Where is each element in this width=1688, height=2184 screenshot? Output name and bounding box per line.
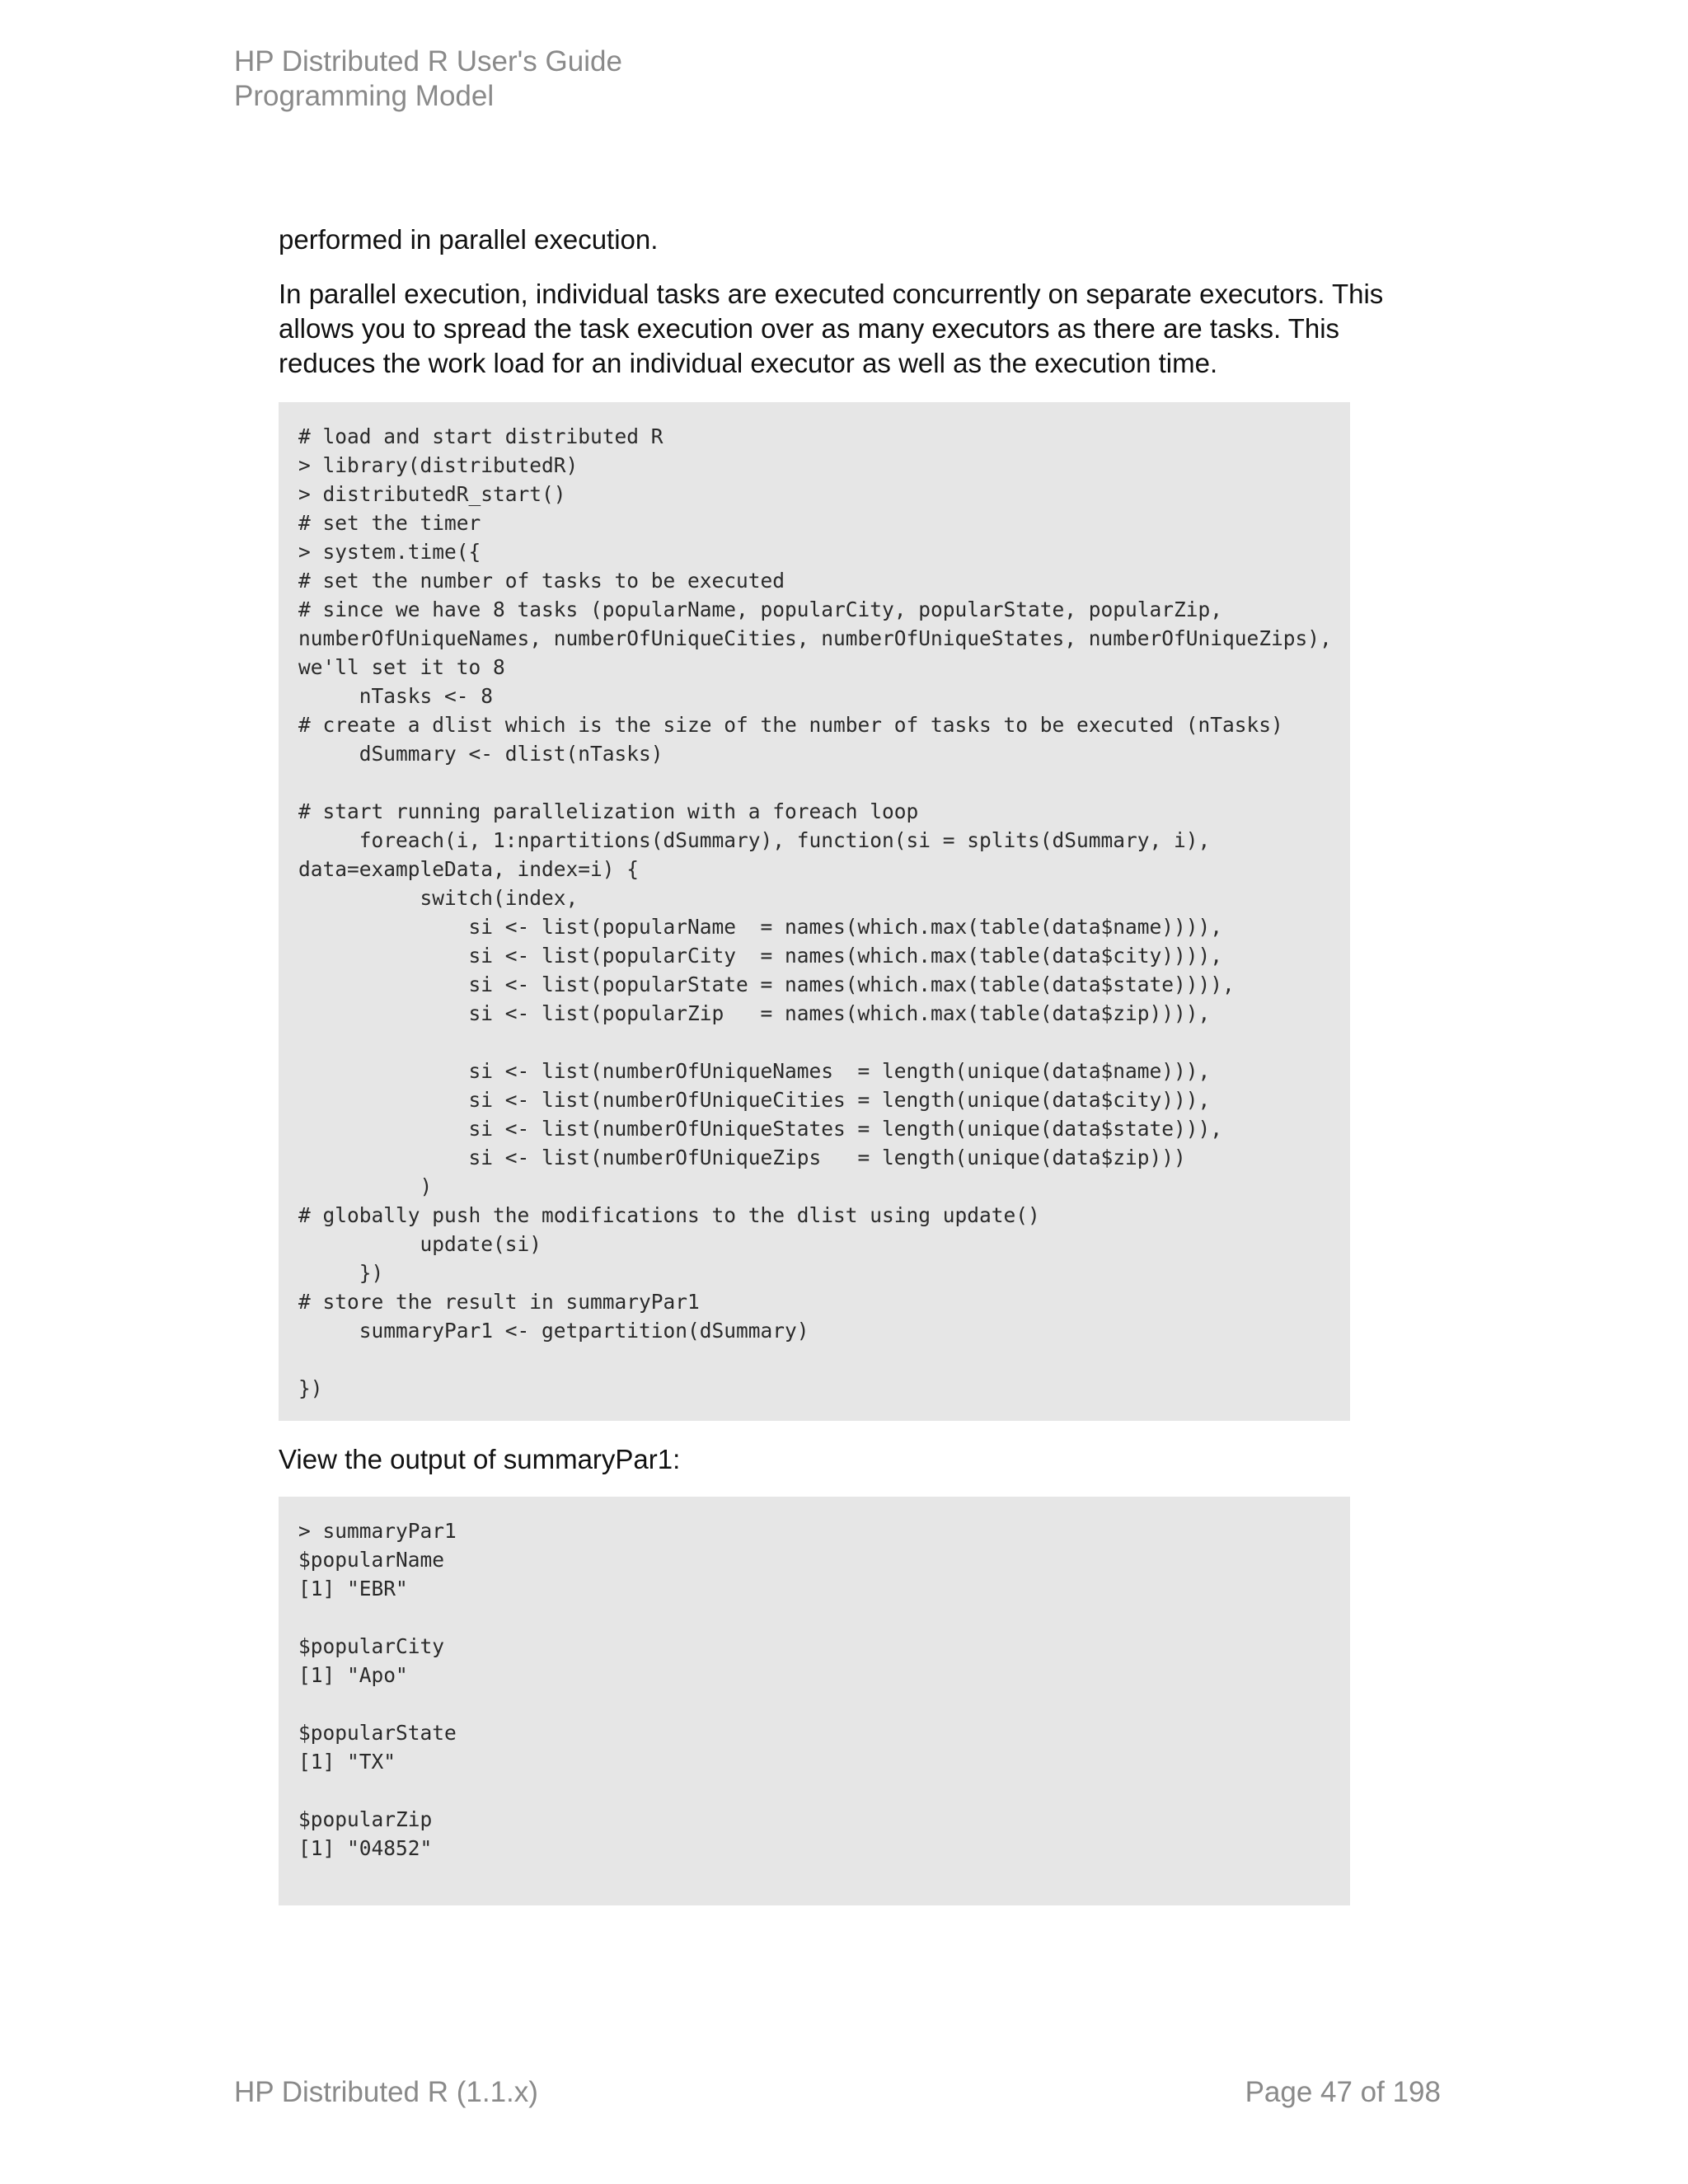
guide-title: HP Distributed R User's Guide (234, 45, 622, 77)
paragraph-continuation: performed in parallel execution. (279, 224, 659, 255)
paragraph-parallel-execution: In parallel execution, individual tasks are executed concurrently on separate executors. This allows you to spread the task execution over as many executors as there are tasks. This reduces the work load for an individual executor as well as the execution time. (279, 279, 1384, 378)
footer-page-number: Page 47 of 198 (1245, 2076, 1441, 2108)
main-content (279, 223, 1432, 1905)
section-title: Programming Model (234, 80, 495, 112)
code-block-parallel-example: # load and start distributed R > library(distributedR) > distributedR_start() # set the timer > system.time({ # set the number of tasks to be executed # since we have 8 tasks (popularName, popularCity, popularState, popularZip, numberOfUniqueNames, numberOfUniqueCities, numberOfUniqueStates, numberOfUniqueZips), we'll set it to 8 nTasks <- 8 # create a dlist which is the size of the number of tasks to be executed (nTasks) dSummary <- dlist(nTasks) # start running parallelization with a foreach loop foreach(i, 1:npartitions(dSummary), function(si = splits(dSummary, i), data=exampleData, index=i) { switch(index, si <- list(popularName = names(which.max(table(data$name)))), si <- list(popularCity = names(which.max(table(data$city)))), si <- list(popularState = names(which.max(table(data$state)))), si <- list(popularZip = names(which.max(table(data$zip)))), si <- list(numberOfUniqueNames = length(unique(data$name))), si <- list(numberOfUniqueCities = length(unique(data$city))), si <- list(numberOfUniqueStates = length(unique(data$state))), si <- list(numberOfUniqueZips = length(unique(data$zip))) ) # globally push the modifications to the dlist using update() update(si) }) # store the result in summaryPar1 summaryPar1 <- getpartition(dSummary) }) (279, 402, 1350, 1421)
footer-product: HP Distributed R (1.1.x) (234, 2076, 538, 2108)
page-header (234, 45, 622, 114)
code-block-summary-output: > summaryPar1 $popularName [1] "EBR" $popularCity [1] "Apo" $popularState [1] "TX" $popularZip [1] "04852" (279, 1497, 1350, 1905)
paragraph-view-output: View the output of summaryPar1: (279, 1444, 681, 1474)
